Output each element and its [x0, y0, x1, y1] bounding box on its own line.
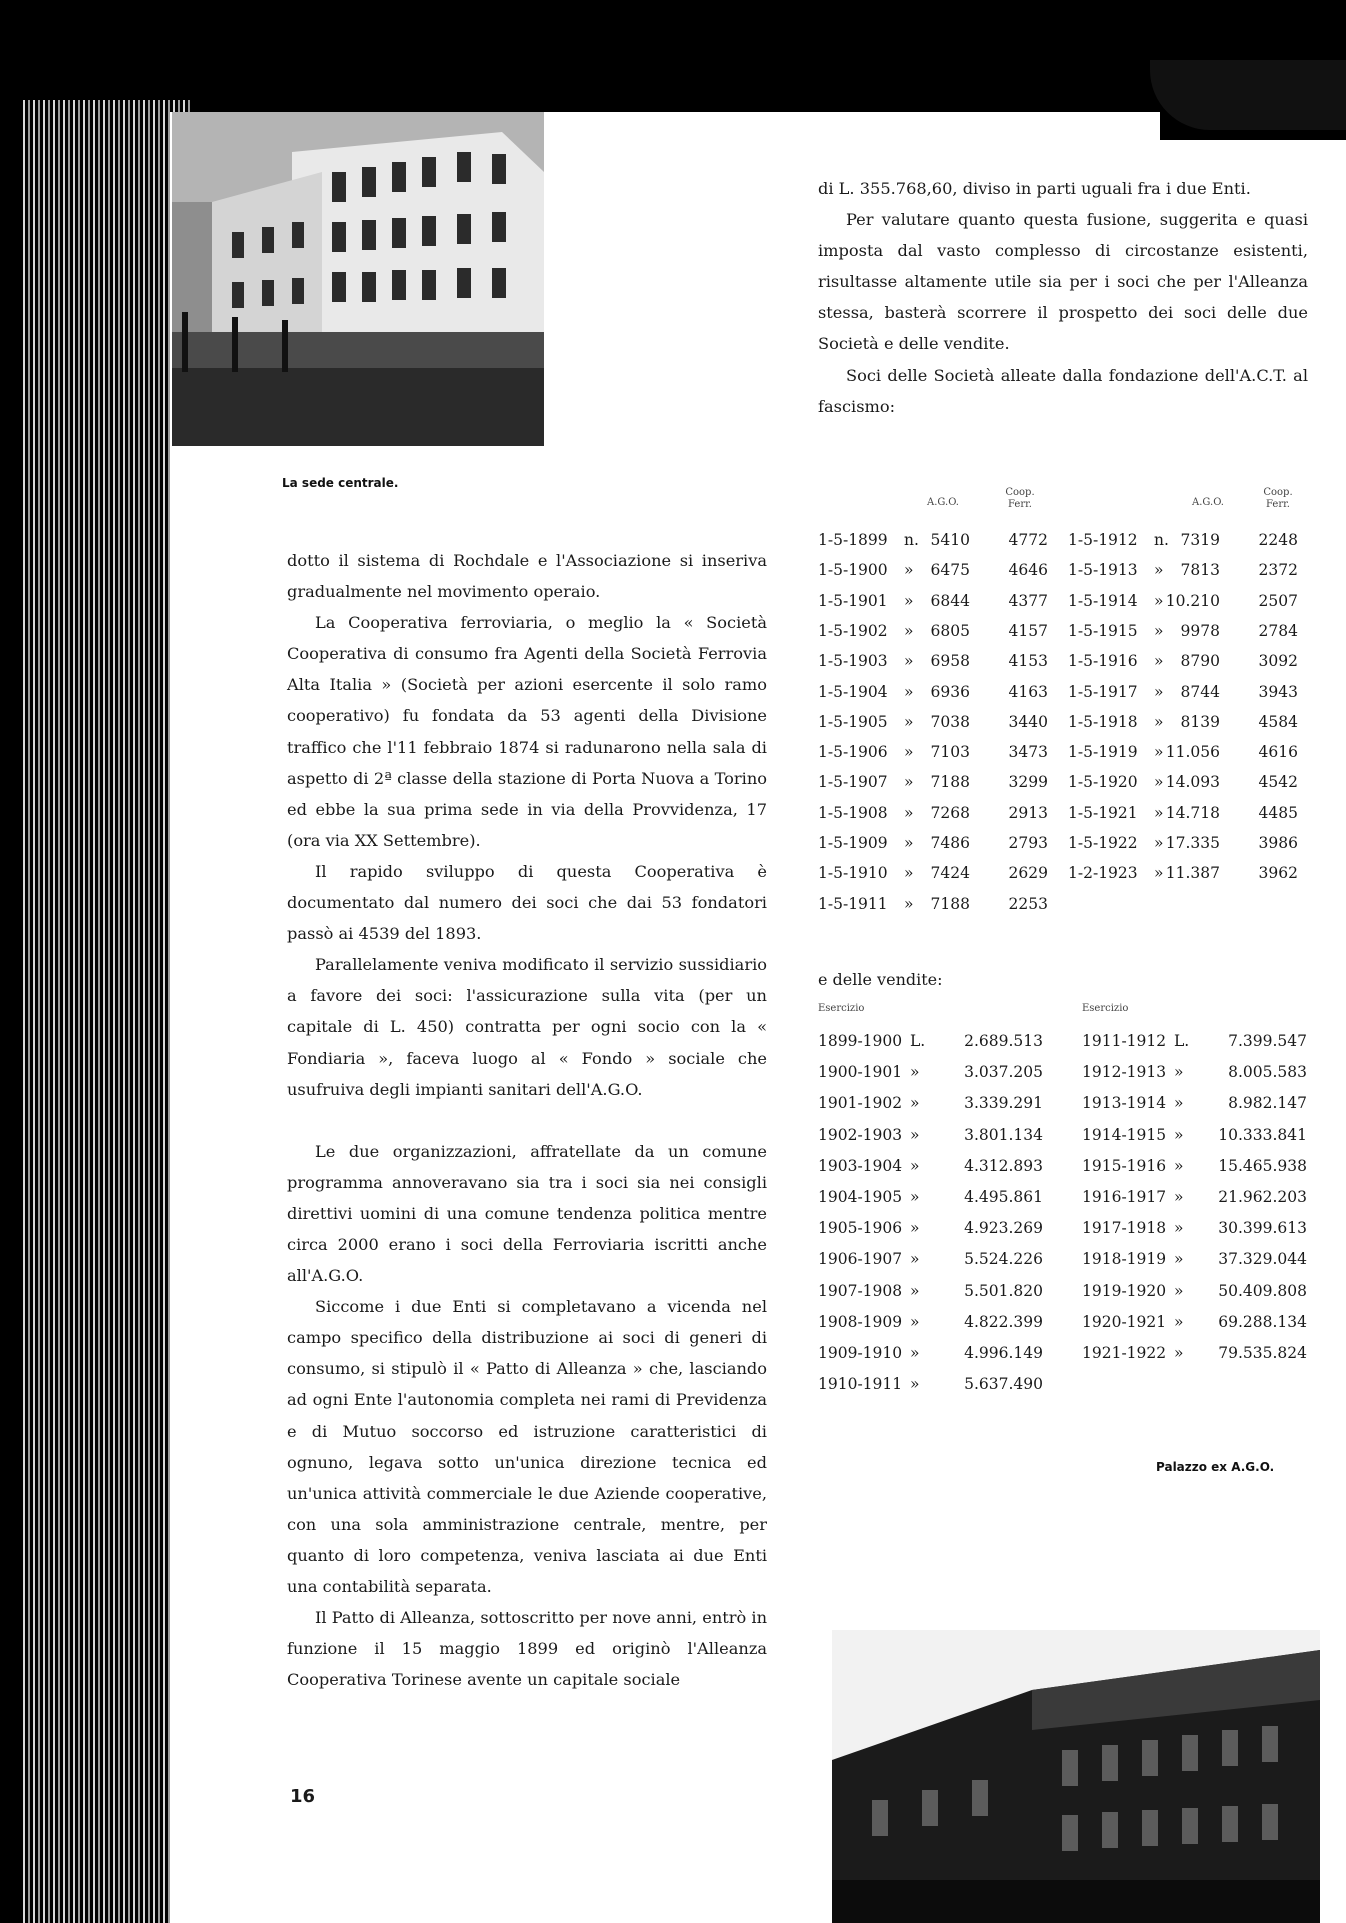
headquarters-photo: [172, 112, 544, 446]
row-date: 1-5-1918: [1068, 712, 1138, 731]
col-header-coop-line2: Ferr.: [1266, 499, 1290, 510]
row-ago-value: 6844: [930, 591, 970, 610]
row-sales-value: 4.923.269: [964, 1219, 1043, 1238]
row-date: 1-5-1913: [1068, 561, 1138, 580]
table-row: [818, 743, 1058, 769]
row-coop-value: 3943: [1258, 682, 1298, 701]
row-marker: »: [910, 1312, 920, 1331]
table-row: [1068, 652, 1308, 678]
row-period: 1918-1919: [1082, 1250, 1167, 1269]
row-period: 1903-1904: [818, 1156, 903, 1175]
col-header-esercizio: Esercizio: [818, 1003, 865, 1014]
table-row: [818, 1250, 1043, 1276]
row-sales-value: 5.524.226: [964, 1250, 1043, 1269]
row-period: 1911-1912: [1082, 1032, 1167, 1050]
row-date: 1-5-1907: [818, 773, 888, 792]
col-header-coop-line1: Coop.: [1005, 487, 1035, 498]
paragraph: di L. 355.768,60, diviso in parti uguali fra i due Enti.: [818, 179, 1251, 198]
row-coop-value: 4542: [1258, 773, 1298, 792]
row-ago-value: 7038: [930, 712, 970, 731]
table-row: [818, 864, 1058, 890]
table-row: [818, 1313, 1043, 1339]
row-marker: »: [904, 561, 914, 580]
row-marker: »: [1174, 1219, 1184, 1238]
row-marker: »: [1174, 1188, 1184, 1206]
row-period: 1901-1902: [818, 1094, 903, 1113]
row-date: 1-5-1912: [1068, 531, 1138, 549]
row-marker: »: [910, 1219, 920, 1238]
row-marker: »: [1154, 834, 1164, 852]
row-date: 1-5-1903: [818, 652, 888, 671]
row-coop-value: 3440: [1008, 712, 1048, 731]
row-period: 1919-1920: [1082, 1281, 1167, 1300]
row-marker: »: [910, 1156, 920, 1175]
row-ago-value: 7424: [930, 864, 970, 883]
paragraph: Siccome i due Enti si completavano a vicenda nel campo specifico della distribuzione ai soci di generi di consumo, si stipulò il « Patto di Alleanza » che, lasciando ad ogni Ente l'autonomia completa nei rami di Previdenza e di Mutuo soccorso ed istruzione caratteristici di ognuno, legava sotto un'unica direzione tecnica ed un'unica attività commerciale le due Aziende cooperative, con una sola amministrazione centrale, mentre, per quanto di loro competenza, veniva lasciata ai due Enti una contabilità separata.: [287, 1297, 767, 1596]
row-marker: »: [1174, 1156, 1184, 1175]
row-ago-value: 14.718: [1165, 803, 1220, 822]
row-period: 1910-1911: [818, 1375, 903, 1394]
row-coop-value: 3473: [1008, 743, 1048, 762]
row-period: 1904-1905: [818, 1188, 903, 1206]
row-ago-value: 8790: [1180, 652, 1220, 671]
row-marker: n.: [904, 531, 919, 549]
row-marker: »: [910, 1188, 920, 1206]
row-period: 1921-1922: [1082, 1344, 1167, 1362]
row-coop-value: 4584: [1258, 712, 1298, 731]
left-column-text: [287, 545, 767, 1695]
paragraph: Il rapido sviluppo di questa Cooperativa è documentato dal numero dei soci che dai 53 fondatori passò ai 4539 del 1893.: [287, 861, 767, 944]
table-row: [1068, 864, 1308, 890]
row-coop-value: 2372: [1258, 561, 1298, 580]
row-period: 1913-1914: [1082, 1094, 1167, 1113]
row-marker: »: [1154, 561, 1164, 580]
row-sales-value: 8.982.147: [1228, 1094, 1307, 1113]
row-ago-value: 10.210: [1165, 591, 1220, 610]
row-sales-value: 8.005.583: [1228, 1063, 1307, 1082]
row-marker: »: [1174, 1125, 1184, 1144]
row-coop-value: 3986: [1258, 834, 1298, 852]
row-marker: »: [904, 864, 914, 883]
paragraph: Il Patto di Alleanza, sottoscritto per nove anni, entrò in funzione il 15 maggio 1899 ed originò l'Alleanza Cooperativa Torinese avente un capitale sociale: [287, 1608, 767, 1690]
row-date: 1-5-1921: [1068, 803, 1138, 822]
row-coop-value: 4616: [1258, 743, 1298, 762]
row-sales-value: 3.037.205: [964, 1063, 1043, 1082]
row-period: 1907-1908: [818, 1281, 903, 1300]
row-coop-value: 2913: [1008, 803, 1048, 822]
col-header-ago: A.G.O.: [926, 497, 959, 508]
table-row: [1068, 531, 1308, 557]
row-ago-value: 8139: [1180, 712, 1220, 731]
col-header-ago: A.G.O.: [1191, 497, 1224, 508]
table-row: [1068, 622, 1308, 648]
table-row: [1082, 1344, 1307, 1370]
row-marker: »: [910, 1281, 920, 1300]
row-marker: »: [1174, 1281, 1184, 1300]
row-marker: »: [1154, 591, 1164, 610]
row-marker: »: [904, 652, 914, 671]
row-coop-value: 4163: [1008, 682, 1048, 701]
row-sales-value: 37.329.044: [1218, 1250, 1307, 1269]
row-marker: »: [1154, 682, 1164, 701]
row-ago-value: 7813: [1180, 561, 1220, 580]
table-row: [818, 895, 1058, 921]
row-sales-value: 4.822.399: [964, 1312, 1043, 1331]
row-date: 1-5-1919: [1068, 743, 1138, 762]
row-sales-value: 50.409.808: [1218, 1281, 1307, 1300]
row-date: 1-5-1914: [1068, 591, 1138, 610]
col-header-esercizio: Esercizio: [1082, 1003, 1129, 1014]
table-row: [818, 1375, 1043, 1401]
table-row: [1068, 592, 1308, 618]
row-coop-value: 4157: [1008, 621, 1048, 640]
table-row: [818, 1344, 1043, 1370]
row-sales-value: 21.962.203: [1218, 1188, 1307, 1206]
table-row: [1082, 1063, 1307, 1089]
row-marker: »: [910, 1125, 920, 1144]
table-row: [818, 683, 1058, 709]
row-sales-value: 79.535.824: [1218, 1344, 1307, 1362]
row-coop-value: 2629: [1008, 864, 1048, 883]
row-sales-value: 3.339.291: [964, 1094, 1043, 1113]
table-row: [1082, 1126, 1307, 1152]
row-sales-value: 5.637.490: [964, 1375, 1043, 1394]
row-period: 1908-1909: [818, 1312, 903, 1331]
row-marker: »: [904, 591, 914, 610]
table-row: [1068, 561, 1308, 587]
row-marker: »: [1154, 743, 1164, 762]
row-marker: »: [1154, 621, 1164, 640]
page-number: 16: [290, 1786, 316, 1807]
row-coop-value: 2793: [1008, 834, 1048, 852]
row-marker: »: [1174, 1063, 1184, 1082]
row-ago-value: 8744: [1180, 682, 1220, 701]
table-row: [818, 1032, 1043, 1058]
row-marker: »: [1154, 652, 1164, 671]
table-row: [818, 1063, 1043, 1089]
table-row: [1068, 773, 1308, 799]
row-marker: »: [1174, 1250, 1184, 1269]
col-header-coop-line1: Coop.: [1263, 487, 1293, 498]
table-row: [1068, 804, 1308, 830]
row-marker: »: [1174, 1344, 1184, 1362]
row-coop-value: 4646: [1008, 561, 1048, 580]
row-coop-value: 3962: [1258, 864, 1298, 883]
row-marker: »: [910, 1094, 920, 1113]
table-row: [818, 1219, 1043, 1245]
row-date: 1-5-1906: [818, 743, 888, 762]
row-ago-value: 7486: [930, 834, 970, 852]
table-row: [818, 773, 1058, 799]
col-header-coop-line2: Ferr.: [1008, 499, 1032, 510]
row-coop-value: 4772: [1008, 531, 1048, 549]
row-marker: »: [910, 1063, 920, 1082]
row-coop-value: 2253: [1008, 894, 1048, 913]
row-ago-value: 7268: [930, 803, 970, 822]
paragraph: Parallelamente veniva modificato il servizio sussidiario a favore dei soci: l'assicurazione sulla vita (per un capitale di L. 450) contratta per ogni socio con la « Fondiaria », faceva luogo al « Fondo » sociale che usufruiva degli impianti sanitari dell'A.G.O.: [287, 955, 767, 1099]
table-row: [1082, 1250, 1307, 1276]
table-row: [818, 622, 1058, 648]
row-sales-value: 7.399.547: [1228, 1032, 1307, 1050]
row-ago-value: 17.335: [1165, 834, 1220, 852]
row-sales-value: 15.465.938: [1218, 1156, 1307, 1175]
row-marker: »: [904, 712, 914, 731]
row-date: 1-5-1922: [1068, 834, 1138, 852]
row-sales-value: 5.501.820: [964, 1281, 1043, 1300]
row-date: 1-5-1901: [818, 591, 888, 610]
row-marker: »: [910, 1344, 920, 1362]
row-marker: »: [910, 1375, 920, 1394]
row-marker: »: [1154, 712, 1164, 731]
row-period: 1920-1921: [1082, 1312, 1167, 1331]
row-date: 1-5-1908: [818, 803, 888, 822]
paragraph: La Cooperativa ferroviaria, o meglio la « Società Cooperativa di consumo fra Agenti della Società Ferrovia Alta Italia » (Società per azioni esercente il solo ramo cooperativo) fu fondata da 53 agenti della Divisione traffico che l'11 febbraio 1874 si radunarono nella sala di aspetto di 2ª classe della stazione di Porta Nuova a Torino ed ebbe la sua prima sede in via della Provvidenza, 17 (ora via XX Settembre).: [287, 613, 767, 850]
table-row: [1082, 1094, 1307, 1120]
row-marker: n.: [1154, 531, 1169, 549]
table-row: [1082, 1313, 1307, 1339]
row-period: 1900-1901: [818, 1063, 903, 1082]
table-row: [1082, 1282, 1307, 1308]
table-row: [818, 531, 1058, 557]
table-row: [1082, 1219, 1307, 1245]
row-sales-value: 4.996.149: [964, 1344, 1043, 1362]
row-date: 1-5-1911: [818, 894, 888, 913]
row-period: 1899-1900: [818, 1032, 903, 1050]
row-date: 1-5-1916: [1068, 652, 1138, 671]
row-marker: »: [904, 743, 914, 762]
row-date: 1-5-1904: [818, 682, 888, 701]
table-row: [1082, 1188, 1307, 1214]
scan-border-top: [0, 0, 1346, 112]
row-sales-value: 4.312.893: [964, 1156, 1043, 1175]
table-row: [1082, 1032, 1307, 1058]
sales-intro: e delle vendite:: [818, 970, 943, 989]
row-period: 1912-1913: [1082, 1063, 1167, 1082]
table-row: [818, 1282, 1043, 1308]
row-marker: »: [904, 773, 914, 792]
row-date: 1-5-1905: [818, 712, 888, 731]
row-date: 1-5-1899: [818, 531, 888, 549]
row-coop-value: 4485: [1258, 803, 1298, 822]
row-date: 1-5-1910: [818, 864, 888, 883]
row-date: 1-5-1902: [818, 621, 888, 640]
row-coop-value: 2507: [1258, 591, 1298, 610]
row-marker: »: [904, 621, 914, 640]
table-row: [818, 652, 1058, 678]
row-sales-value: 3.801.134: [964, 1125, 1043, 1144]
book-page-edges: [20, 100, 190, 1923]
row-sales-value: 2.689.513: [964, 1032, 1043, 1050]
row-date: 1-5-1915: [1068, 621, 1138, 640]
row-coop-value: 2784: [1258, 621, 1298, 640]
row-ago-value: 7103: [930, 743, 970, 762]
row-date: 1-5-1909: [818, 834, 888, 852]
paragraph: Per valutare quanto questa fusione, suggerita e quasi imposta dal vasto complesso di circostanze esistenti, risultasse altamente utile sia per i soci che per l'Alleanza stessa, basterà scorrere il prospetto dei soci delle due Società e delle vendite.: [818, 210, 1308, 354]
table-row: [818, 561, 1058, 587]
row-marker: »: [1154, 773, 1164, 792]
table-row: [818, 834, 1058, 860]
palazzo-photo: [832, 1630, 1320, 1923]
row-ago-value: 11.387: [1165, 864, 1220, 883]
col-header-coop: [1258, 487, 1298, 511]
row-marker: »: [904, 803, 914, 822]
row-marker: »: [904, 834, 914, 852]
paragraph: dotto il sistema di Rochdale e l'Associazione si inseriva gradualmente nel movimento operaio.: [287, 551, 767, 602]
row-ago-value: 7319: [1180, 531, 1220, 549]
row-ago-value: 14.093: [1165, 773, 1220, 792]
row-ago-value: 6805: [930, 621, 970, 640]
row-date: 1-5-1917: [1068, 682, 1138, 701]
row-marker: L.: [1174, 1032, 1190, 1050]
row-period: 1902-1903: [818, 1125, 903, 1144]
row-ago-value: 6958: [930, 652, 970, 671]
row-ago-value: 7188: [930, 894, 970, 913]
row-date: 1-2-1923: [1068, 864, 1138, 883]
table-row: [818, 1094, 1043, 1120]
row-ago-value: 5410: [930, 531, 970, 549]
row-marker: L.: [910, 1032, 926, 1050]
row-ago-value: 11.056: [1165, 743, 1220, 762]
col-header-coop: [1000, 487, 1040, 511]
table-row: [1068, 743, 1308, 769]
row-period: 1909-1910: [818, 1344, 903, 1362]
row-sales-value: 69.288.134: [1218, 1312, 1307, 1331]
table-row: [1068, 713, 1308, 739]
row-period: 1917-1918: [1082, 1219, 1167, 1238]
table-row: [1068, 834, 1308, 860]
row-date: 1-5-1920: [1068, 773, 1138, 792]
row-ago-value: 6936: [930, 682, 970, 701]
row-period: 1914-1915: [1082, 1125, 1167, 1144]
row-marker: »: [1154, 803, 1164, 822]
row-marker: »: [1174, 1094, 1184, 1113]
row-marker: »: [1174, 1312, 1184, 1331]
row-ago-value: 9978: [1180, 621, 1220, 640]
row-coop-value: 3092: [1258, 652, 1298, 671]
row-period: 1905-1906: [818, 1219, 903, 1238]
row-period: 1916-1917: [1082, 1188, 1167, 1206]
paragraph: Soci delle Società alleate dalla fondazione dell'A.C.T. al fascismo:: [818, 365, 1308, 416]
table-row: [818, 592, 1058, 618]
row-sales-value: 10.333.841: [1218, 1125, 1307, 1144]
row-sales-value: 4.495.861: [964, 1188, 1043, 1206]
right-column-text: [818, 173, 1308, 422]
row-date: 1-5-1900: [818, 561, 888, 580]
table-row: [818, 713, 1058, 739]
photo-caption-top: La sede centrale.: [282, 476, 399, 490]
row-period: 1906-1907: [818, 1250, 903, 1269]
row-coop-value: 4153: [1008, 652, 1048, 671]
row-coop-value: 2248: [1258, 531, 1298, 549]
row-coop-value: 3299: [1008, 773, 1048, 792]
row-marker: »: [910, 1250, 920, 1269]
row-ago-value: 7188: [930, 773, 970, 792]
row-period: 1915-1916: [1082, 1156, 1167, 1175]
table-row: [818, 1126, 1043, 1152]
table-row: [818, 804, 1058, 830]
photo-caption-bottom: Palazzo ex A.G.O.: [1156, 1460, 1275, 1474]
table-row: [818, 1157, 1043, 1183]
row-marker: »: [1154, 864, 1164, 883]
scan-border-curl: [1150, 60, 1346, 130]
row-marker: »: [904, 682, 914, 701]
table-row: [1082, 1157, 1307, 1183]
row-sales-value: 30.399.613: [1218, 1219, 1307, 1238]
table-row: [1068, 683, 1308, 709]
table-row: [818, 1188, 1043, 1214]
paragraph: Le due organizzazioni, affratellate da un comune programma annoveravano sia tra i soci sia nei consigli direttivi uomini di una comune tendenza politica mentre circa 2000 erano i soci della Ferroviaria iscritti anche all'A.G.O.: [287, 1141, 767, 1286]
row-ago-value: 6475: [930, 561, 970, 580]
row-coop-value: 4377: [1008, 591, 1048, 610]
row-marker: »: [904, 894, 914, 913]
